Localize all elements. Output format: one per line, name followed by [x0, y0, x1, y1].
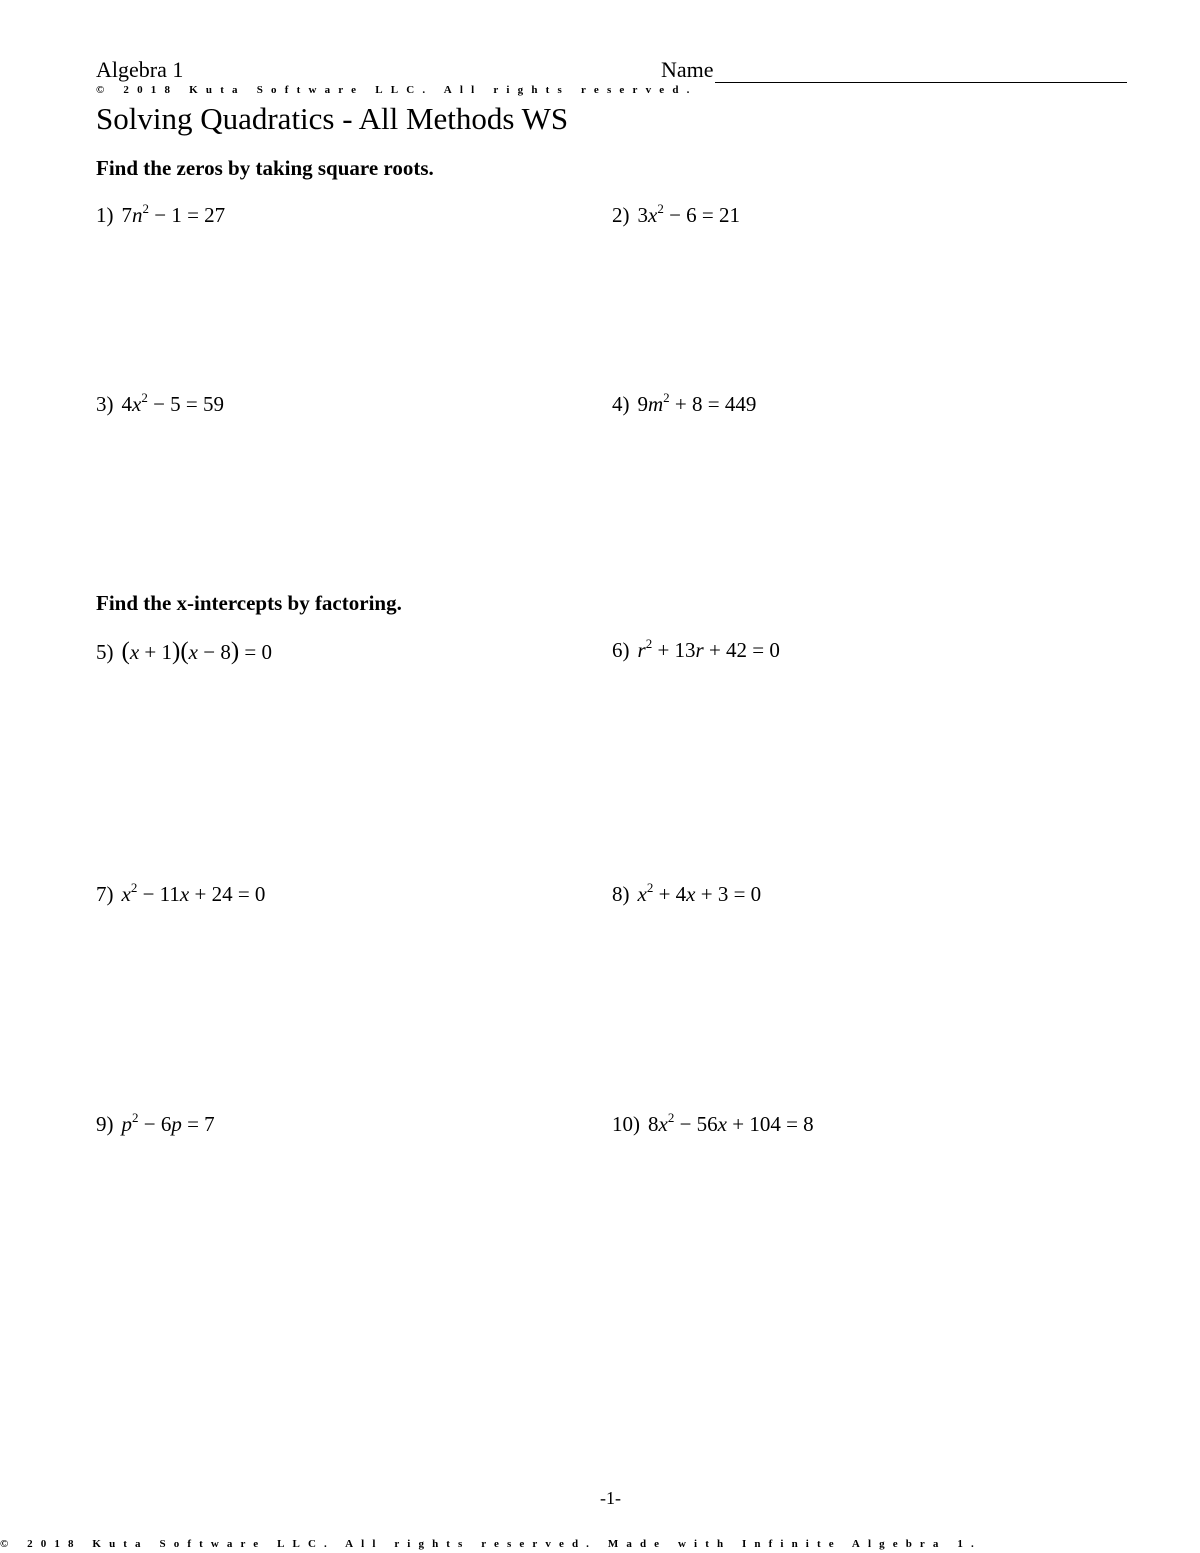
problem-equation: $r^2 + 13r + 42 = 0$: [637, 636, 780, 662]
worksheet-title: Solving Quadratics - All Methods WS: [96, 101, 569, 136]
problem-equation: $p^2 - 6p = 7$: [121, 1110, 215, 1136]
problem-number: 2): [612, 203, 630, 227]
problem-equation: $9m^2 + 8 = 449$: [637, 390, 757, 416]
problem-number: 7): [96, 882, 114, 906]
problem-equation: $3x^2 - 6 = 21$: [637, 201, 741, 227]
problem-number: 3): [96, 392, 114, 416]
problem-number: 1): [96, 203, 114, 227]
problem-7: [96, 882, 265, 907]
problem-5: [96, 638, 272, 666]
problem-3: [96, 392, 224, 417]
problem-6: [612, 638, 780, 663]
name-label: Name: [661, 57, 714, 82]
problem-1: [96, 203, 225, 228]
page-number: -1-: [600, 1488, 621, 1508]
problem-equation: $4x^2 - 5 = 59$: [121, 390, 225, 416]
name-blank-line: [715, 60, 1127, 83]
section-instruction-factoring: Find the x-intercepts by factoring.: [96, 591, 402, 615]
problem-equation: (x + 1)(x − 8) = 0: [121, 638, 272, 665]
problem-equation: $7n^2 - 1 = 27$: [121, 201, 226, 227]
problem-4: [612, 392, 756, 417]
problem-equation: $x^2 - 11x + 24 = 0$: [121, 880, 266, 906]
problem-10: [612, 1112, 814, 1137]
section-instruction-square-roots: Find the zeros by taking square roots.: [96, 156, 434, 180]
copyright-header: © 2018 Kuta Software LLC. All rights reserved.: [96, 84, 698, 96]
problem-9: [96, 1112, 215, 1137]
problem-number: 9): [96, 1112, 114, 1136]
course-name: Algebra 1: [96, 57, 184, 82]
problem-8: [612, 882, 761, 907]
problem-2: [612, 203, 740, 228]
problem-number: 6): [612, 638, 630, 662]
problem-equation: $x^2 + 4x + 3 = 0$: [637, 880, 762, 906]
copyright-footer: © 2018 Kuta Software LLC. All rights reserved. Made with Infinite Algebra 1.: [0, 1538, 982, 1550]
problem-number: 8): [612, 882, 630, 906]
problem-number: 4): [612, 392, 630, 416]
problem-number: 5): [96, 640, 114, 664]
problem-number: 10): [612, 1112, 640, 1136]
name-field: [661, 57, 1127, 83]
problem-equation: $8x^2 - 56x + 104 = 8$: [648, 1110, 814, 1136]
